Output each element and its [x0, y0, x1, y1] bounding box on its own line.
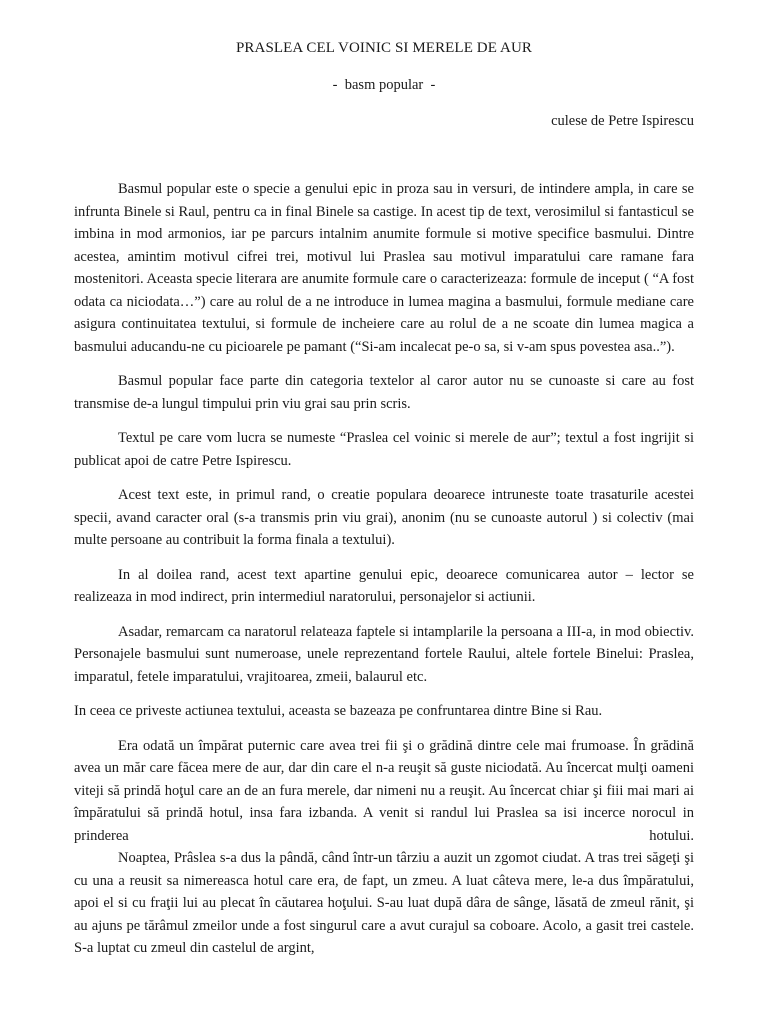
paragraph: Basmul popular face parte din categoria textelor al caror autor nu se cunoaste si care au fost transmise de-a lungul timpului prin viu grai sau prin scris. — [74, 373, 694, 412]
paragraph: In ceea ce priveste actiunea textului, aceasta se bazeaza pe confruntarea dintre Bine si Rau. — [74, 703, 603, 719]
paragraph: Acest text este, in primul rand, o creatie populara deoarece intruneste toate trasaturile acestei specii, avand caracter oral (s-a transmis prin viu grai), anonim (nu se cunoaste autorul ) si colectiv (mai multe persoane au contribuit la forma finala a textului). — [74, 487, 694, 548]
paragraph: Textul pe care vom lucra se numeste “Praslea cel voinic si merele de aur”; textul a fost ingrijit si publicat apoi de catre Petre Ispirescu. — [74, 430, 694, 469]
document-subtitle: - basm popular - — [332, 77, 436, 93]
paragraph: Asadar, remarcam ca naratorul relateaza faptele si intamplarile la persoana a III-a, in mod obiectiv. Personajele basmului sunt numeroase, unele reprezentand fortele Raului, altele fortele Binelui: Praslea, imparatul, fetele imparatului, vrajitoarea, zmeii, balaurul etc. — [74, 623, 694, 685]
paragraph: Era odată un împărat puternic care avea trei fii şi o grădină dintre cele mai frumoase. În grădină avea un măr care făcea mere de aur, dar din care el n-a reuşit să guste niciodată. Au încercat mulţi oameni viteji să prindă hoţul care an de an fura merele, dar nimeni nu a reuşit. Au încercat chiar şi fiii mai mari ai împăratului să prindă hotul, insa fara izbanda. A venit si randul lui Praslea sa isi incerce norocul in prinderea hotului. — [74, 737, 694, 844]
document-body — [74, 178, 694, 972]
document-author: culese de Petre Ispirescu — [551, 113, 694, 129]
document-title: PRASLEA CEL VOINIC SI MERELE DE AUR — [235, 40, 532, 56]
paragraph: Basmul popular este o specie a genului epic in proza sau in versuri, de intindere ampla, in care se infrunta Binele si Raul, pentru ca in final Binele sa castige. In acest tip de text, verosimilul si fantasticul se imbina in mod armonios, iar pe parcurs intalnim anumite formule si motive specifice basmului. Dintre acestea, amintim motivul cifrei trei, motivul lui Praslea sau motivul imparatului care ramane fara mostenitori. Aceasta specie literara are anumite formule care o caracterizeaza: formule de inceput ( “A fost odata ca niciodata…”) care au rolul de a ne introduce in lumea magina a basmului, formule mediane care asigura continuitatea textului, si formule de incheiere care au rolul de a ne scoate din lumea magica a basmului aducandu-ne cu picioarele pe pamant (“Si-am incalecat pe-o sa, si v-am spus povestea asa..”). — [74, 181, 694, 355]
paragraph: Noaptea, Prâslea s-a dus la pândă, când într-un târziu a auzit un zgomot ciudat. A tras trei săgeţi şi cu una a reusit sa nimereasca hotul care era, de fapt, un zmeu. A luat câteva mere, le-a dus împăratului, apoi el si cu fraţii lui au plecat în căutarea hoţului. S-au luat după dâra de sânge, lăsată de zmeul rănit, şi au ajuns pe tărâmul zmeilor unde a fost singurul care a avut curajul sa coboare. Acolo, a gasit trei castele. S-a luptat cu zmeul din castelul de argint, — [74, 850, 694, 956]
paragraph: In al doilea rand, acest text apartine genului epic, deoarece comunicarea autor – lector se realizeaza in mod indirect, prin intermediul naratorului, personajelor si actiunii. — [74, 566, 694, 605]
